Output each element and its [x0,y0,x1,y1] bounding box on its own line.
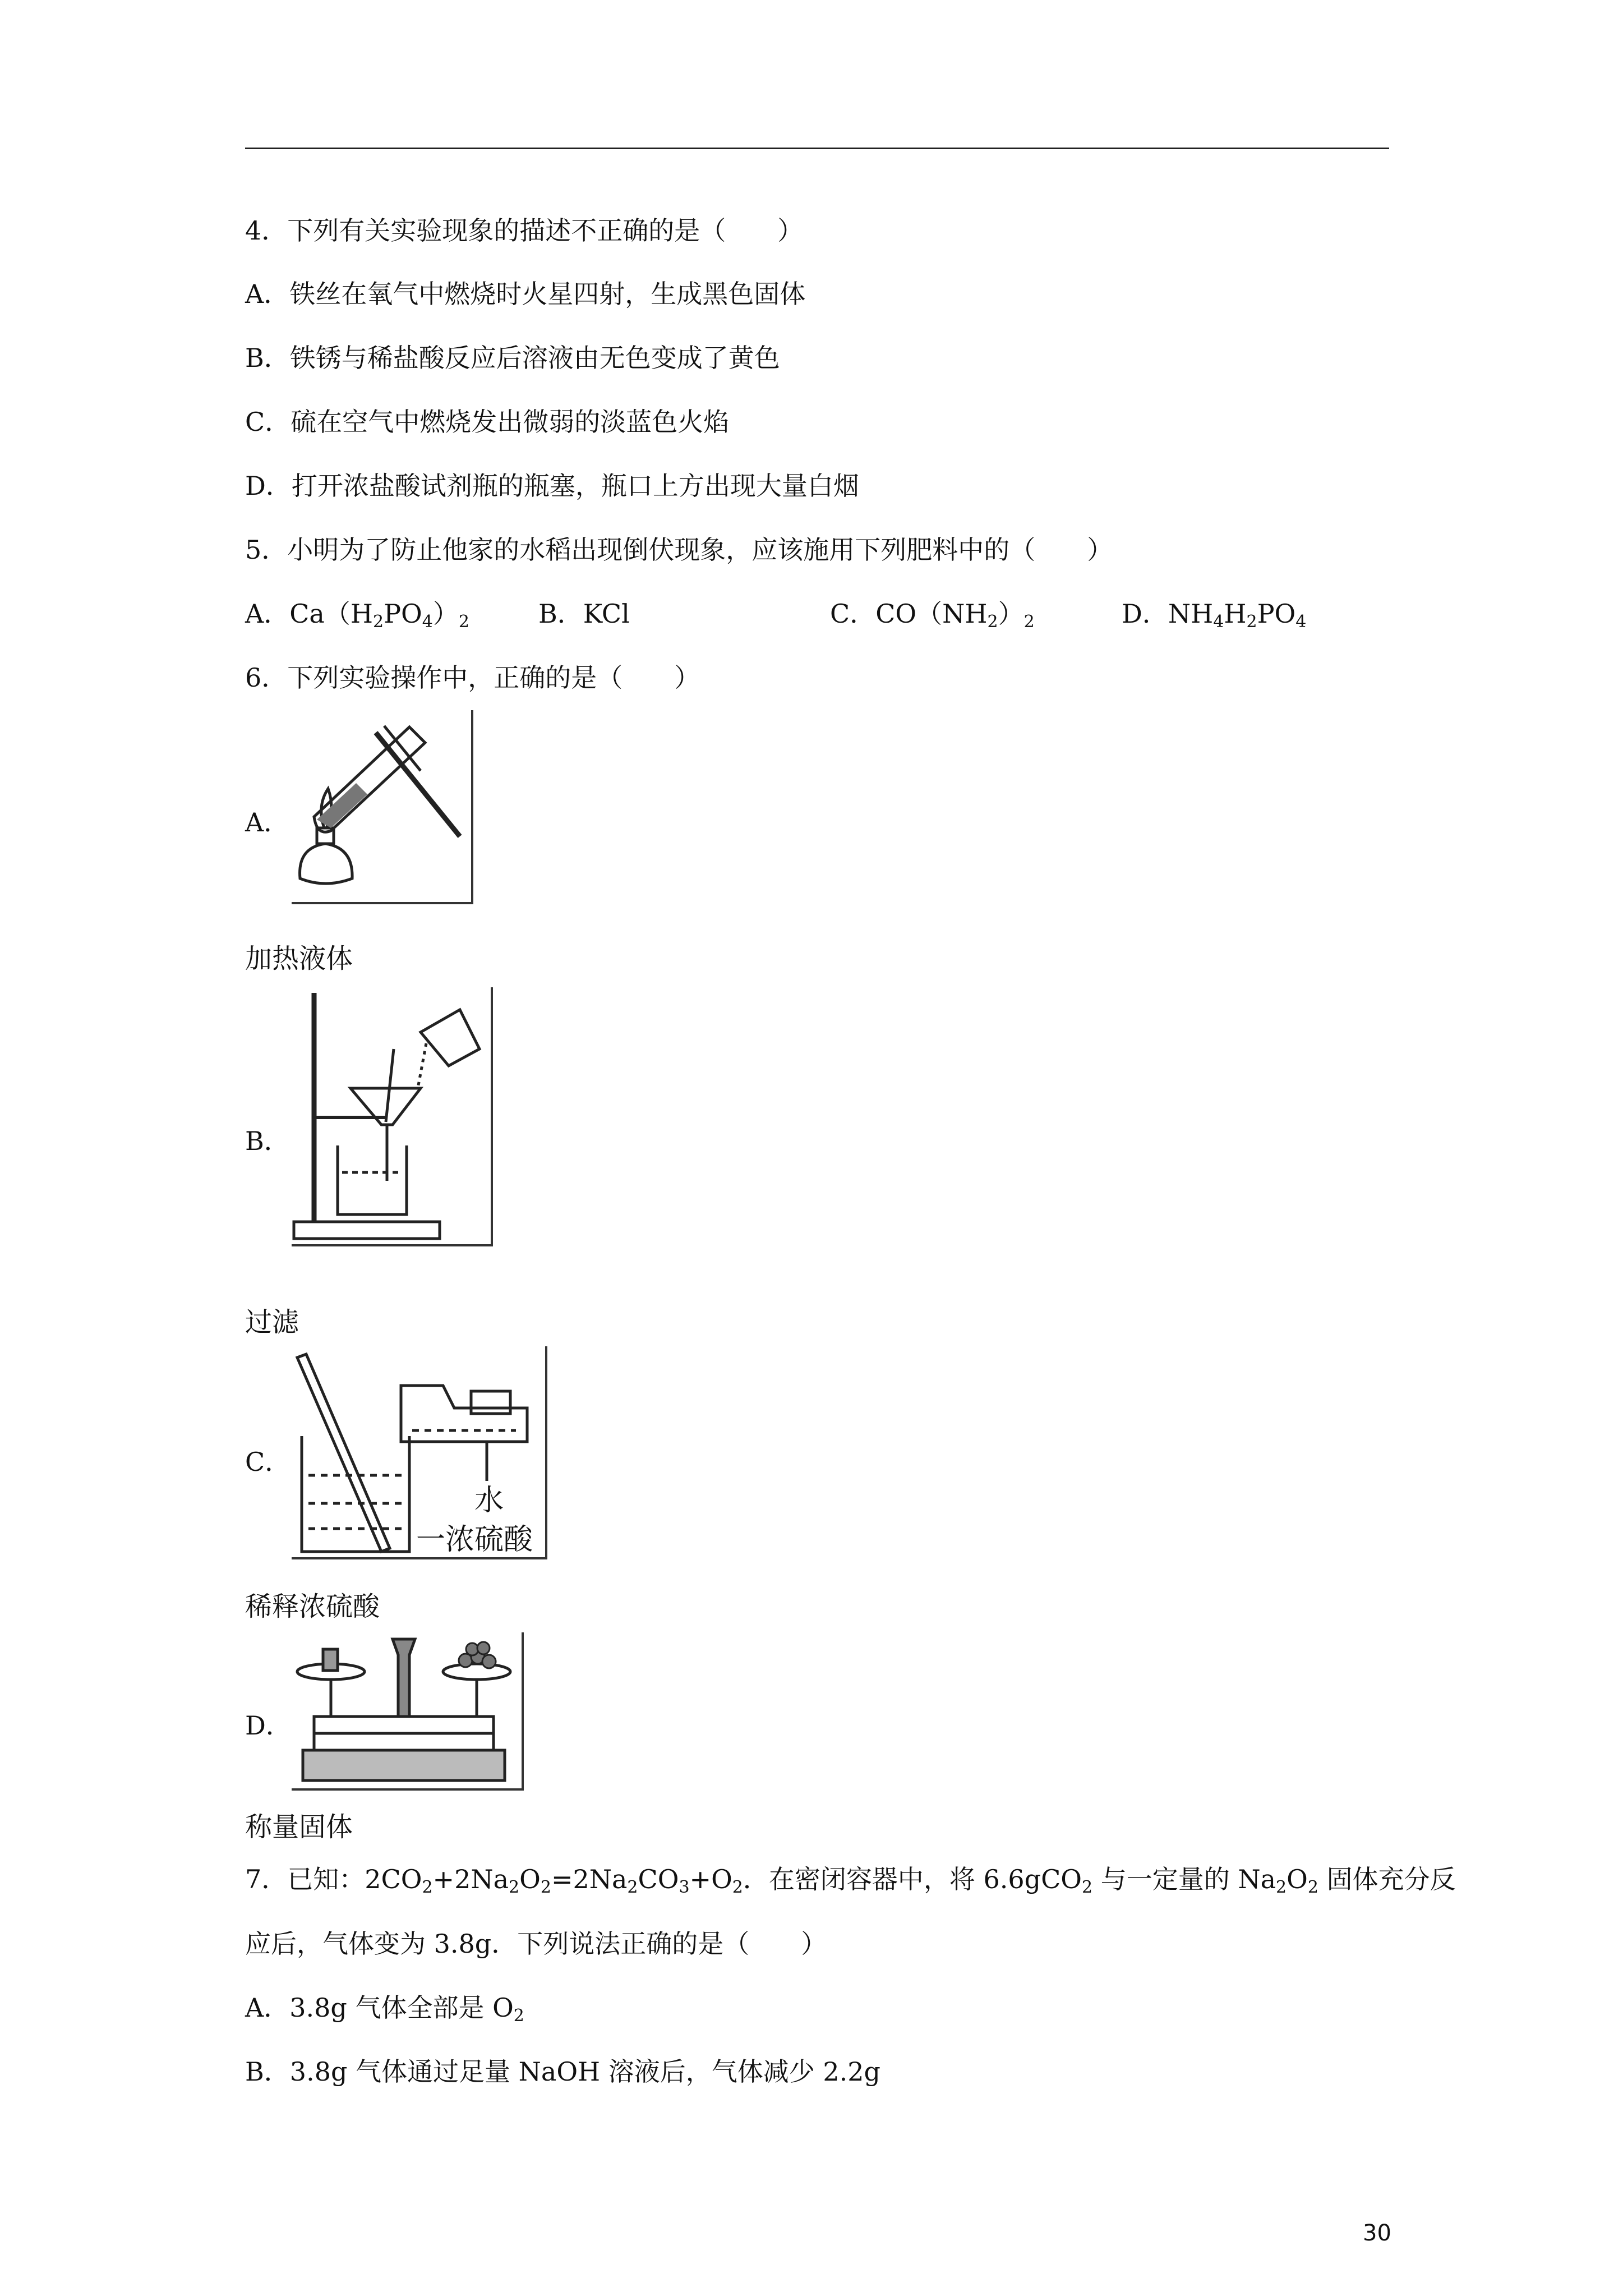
heating-liquid-drawing [292,710,471,902]
q6-stem: 6．下列实验操作中，正确的是（ ） [245,662,700,693]
figure-filtration [292,987,493,1246]
glass-rod [386,1049,394,1122]
q7-option-b: B．3.8g 气体通过足量 NaOH 溶液后，气体减少 2.2g [245,2056,880,2087]
liquid-stream [418,1043,426,1088]
label-concentrated-acid: 一浓硫酸 [416,1523,533,1557]
q5-option-a: A．$Ca(H_2PO_4)_2$ [245,599,469,632]
q6-option-d-caption: 称量固体 [245,1811,353,1843]
q7-stem-line2: 应后，气体变为 3.8g．下列说法正确的是（ ） [245,1929,827,1959]
q4-option-a: A．铁丝在氧气中燃烧时火星四射，生成黑色固体 [245,279,806,309]
q4-stem: 4．下列有关实验现象的描述不正确的是（ ） [245,215,804,246]
q7-option-a: A．3.8g 气体全部是 $O_2$ [245,1993,524,2026]
header-rule [245,148,1389,149]
q5-stem: 5．小明为了防止他家的水稻出现倒伏现象，应该施用下列肥料中的（ ） [245,535,1113,565]
right-pan [443,1664,510,1680]
page-number: 30 [1363,2220,1391,2246]
balance-pointer [393,1639,415,1717]
weight [323,1649,338,1671]
q4-option-b: B．铁锈与稀盐酸反应后溶液由无色变成了黄色 [245,343,780,373]
figure-balance [292,1632,524,1791]
q6-option-b-letter: B． [245,1126,290,1156]
dilute-acid-drawing [292,1346,545,1557]
q5-option-b: B．KCl [538,599,630,629]
q7-stem-line1: 7．已知：$2CO_2+2Na_2O_2=2Na_2CO_3+O_2$．在密闭容器中，将 6.6gCO$_2$ 与一定量的 $Na_2O_2$ 固体充分反 [245,1864,1456,1897]
filtration-drawing [292,987,491,1244]
q6-option-c-caption: 稀释浓硫酸 [245,1591,380,1622]
q6-option-a-caption: 加热液体 [245,943,353,974]
pouring-beaker [421,1010,479,1066]
figure-heating-liquid [292,710,473,904]
balance-base [303,1750,505,1780]
balance-drawing [292,1632,522,1788]
glass-rod [297,1354,390,1552]
beaker [338,1145,407,1214]
q5-option-d: D．$NH_4H_2PO_4$ [1122,599,1307,632]
q6-option-d-letter: D． [245,1710,292,1741]
q6-option-a-letter: A． [245,807,290,838]
stand-base [294,1222,440,1239]
q4-option-d: D．打开浓盐酸试剂瓶的瓶塞，瓶口上方出现大量白烟 [245,471,859,501]
q6-option-c-letter: C． [245,1447,291,1477]
bottle-label [471,1391,510,1414]
alcohol-lamp [300,844,353,884]
q5-option-c: C．$CO(NH_2)_2$ [830,599,1035,632]
q6-option-b-caption: 过滤 [245,1306,299,1338]
label-water: 水 [474,1484,504,1517]
figure-dilute-acid [292,1346,547,1559]
q4-option-c: C．硫在空气中燃烧发出微弱的淡蓝色火焰 [245,407,730,437]
solid-sample [459,1642,496,1668]
